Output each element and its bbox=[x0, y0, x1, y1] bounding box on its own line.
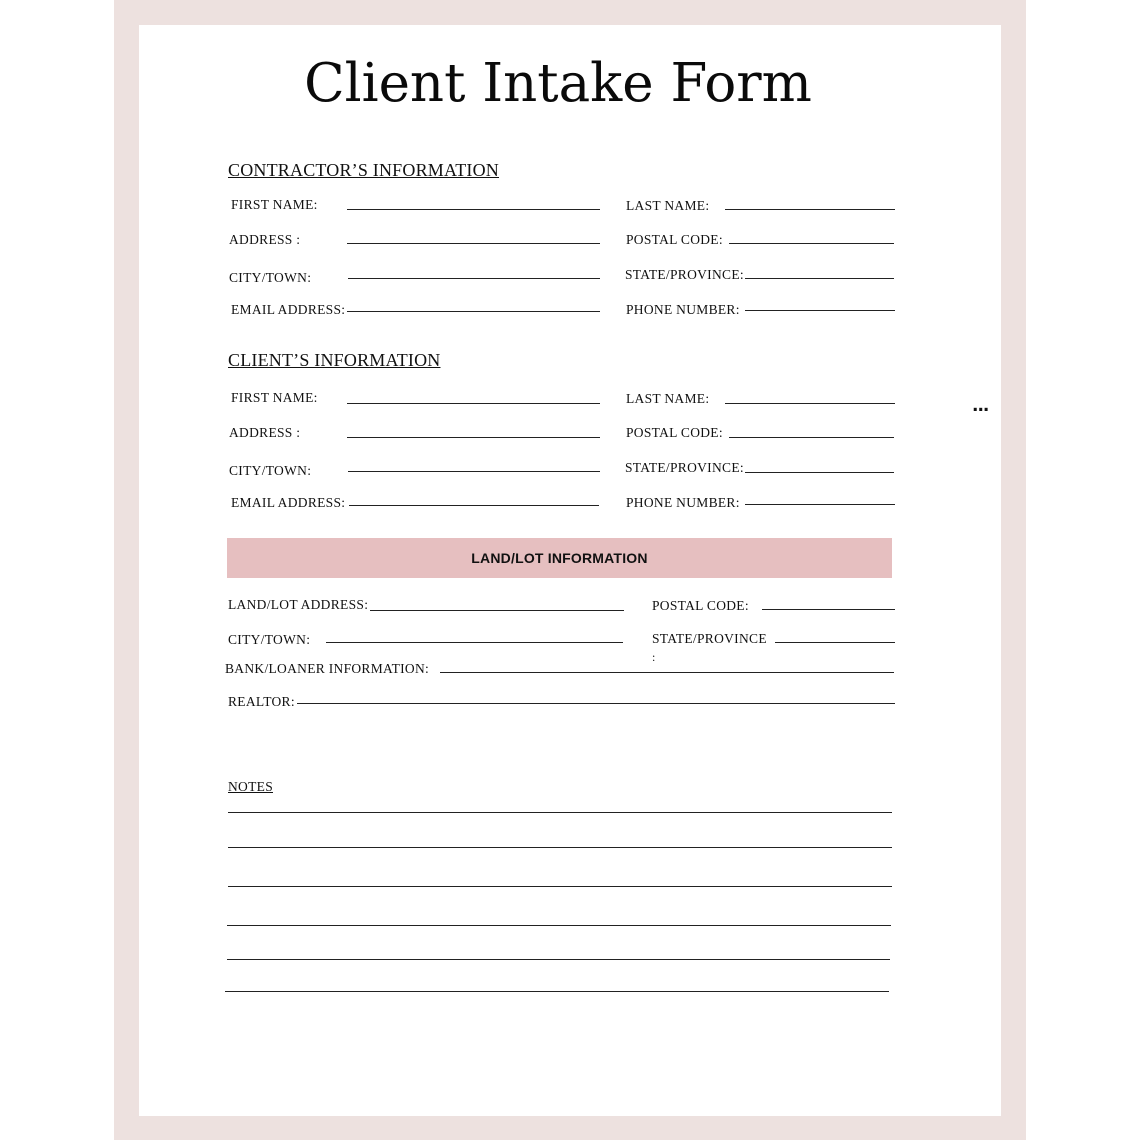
land-address-field[interactable] bbox=[370, 610, 624, 611]
land-state-colon: : bbox=[652, 650, 656, 664]
notes-label: NOTES bbox=[228, 779, 273, 794]
contractor-postal-code-label: POSTAL CODE: bbox=[626, 232, 723, 247]
contractor-first-name-field[interactable] bbox=[347, 209, 600, 210]
contractor-last-name-label: LAST NAME: bbox=[626, 198, 710, 213]
client-state-field[interactable] bbox=[745, 472, 894, 473]
realtor-field[interactable] bbox=[297, 703, 895, 704]
contractor-phone-field[interactable] bbox=[745, 310, 895, 311]
contractor-email-label: EMAIL ADDRESS: bbox=[231, 302, 346, 317]
contractor-postal-code-field[interactable] bbox=[729, 243, 894, 244]
client-state-label: STATE/PROVINCE: bbox=[625, 460, 744, 475]
client-last-name-field[interactable] bbox=[725, 403, 895, 404]
land-lot-banner bbox=[227, 538, 892, 578]
land-state-label: STATE/PROVINCE bbox=[652, 631, 767, 646]
notes-line[interactable] bbox=[228, 847, 892, 848]
client-first-name-field[interactable] bbox=[347, 403, 600, 404]
land-postal-code-label: POSTAL CODE: bbox=[652, 598, 749, 613]
contractor-email-field[interactable] bbox=[347, 311, 600, 312]
realtor-label: REALTOR: bbox=[228, 694, 295, 709]
bank-label: BANK/LOANER INFORMATION: bbox=[225, 661, 430, 676]
contractor-state-field[interactable] bbox=[745, 278, 894, 279]
more-horizontal-icon[interactable]: ... bbox=[972, 396, 989, 416]
contractor-city-field[interactable] bbox=[348, 278, 600, 279]
contractor-address-field[interactable] bbox=[347, 243, 600, 244]
notes-line[interactable] bbox=[228, 886, 892, 887]
page-title: Client Intake Form bbox=[304, 53, 812, 114]
land-lot-heading: LAND/LOT INFORMATION bbox=[471, 550, 648, 566]
bank-field[interactable] bbox=[440, 672, 894, 673]
client-city-label: CITY/TOWN: bbox=[229, 463, 312, 478]
land-state-field[interactable] bbox=[775, 642, 895, 643]
client-phone-field[interactable] bbox=[745, 504, 895, 505]
client-address-label: ADDRESS : bbox=[229, 425, 301, 440]
notes-line[interactable] bbox=[227, 959, 890, 960]
notes-line[interactable] bbox=[227, 925, 891, 926]
contractor-state-label: STATE/PROVINCE: bbox=[625, 267, 744, 282]
contractor-first-name-label: FIRST NAME: bbox=[231, 197, 318, 212]
land-postal-code-field[interactable] bbox=[762, 609, 895, 610]
client-last-name-label: LAST NAME: bbox=[626, 391, 710, 406]
client-postal-code-label: POSTAL CODE: bbox=[626, 425, 723, 440]
contractor-phone-label: PHONE NUMBER: bbox=[626, 302, 740, 317]
client-first-name-label: FIRST NAME: bbox=[231, 390, 318, 405]
client-city-field[interactable] bbox=[348, 471, 600, 472]
contractor-city-label: CITY/TOWN: bbox=[229, 270, 312, 285]
client-address-field[interactable] bbox=[347, 437, 600, 438]
contractor-heading: CONTRACTOR’S INFORMATION bbox=[228, 160, 499, 180]
land-address-label: LAND/LOT ADDRESS: bbox=[228, 597, 369, 612]
contractor-last-name-field[interactable] bbox=[725, 209, 895, 210]
client-postal-code-field[interactable] bbox=[729, 437, 894, 438]
land-city-field[interactable] bbox=[326, 642, 623, 643]
notes-line[interactable] bbox=[225, 991, 889, 992]
notes-line[interactable] bbox=[228, 812, 892, 813]
contractor-address-label: ADDRESS : bbox=[229, 232, 301, 247]
client-phone-label: PHONE NUMBER: bbox=[626, 495, 740, 510]
land-city-label: CITY/TOWN: bbox=[228, 632, 311, 647]
client-heading: CLIENT’S INFORMATION bbox=[228, 350, 441, 370]
client-email-field[interactable] bbox=[349, 505, 599, 506]
client-email-label: EMAIL ADDRESS: bbox=[231, 495, 346, 510]
